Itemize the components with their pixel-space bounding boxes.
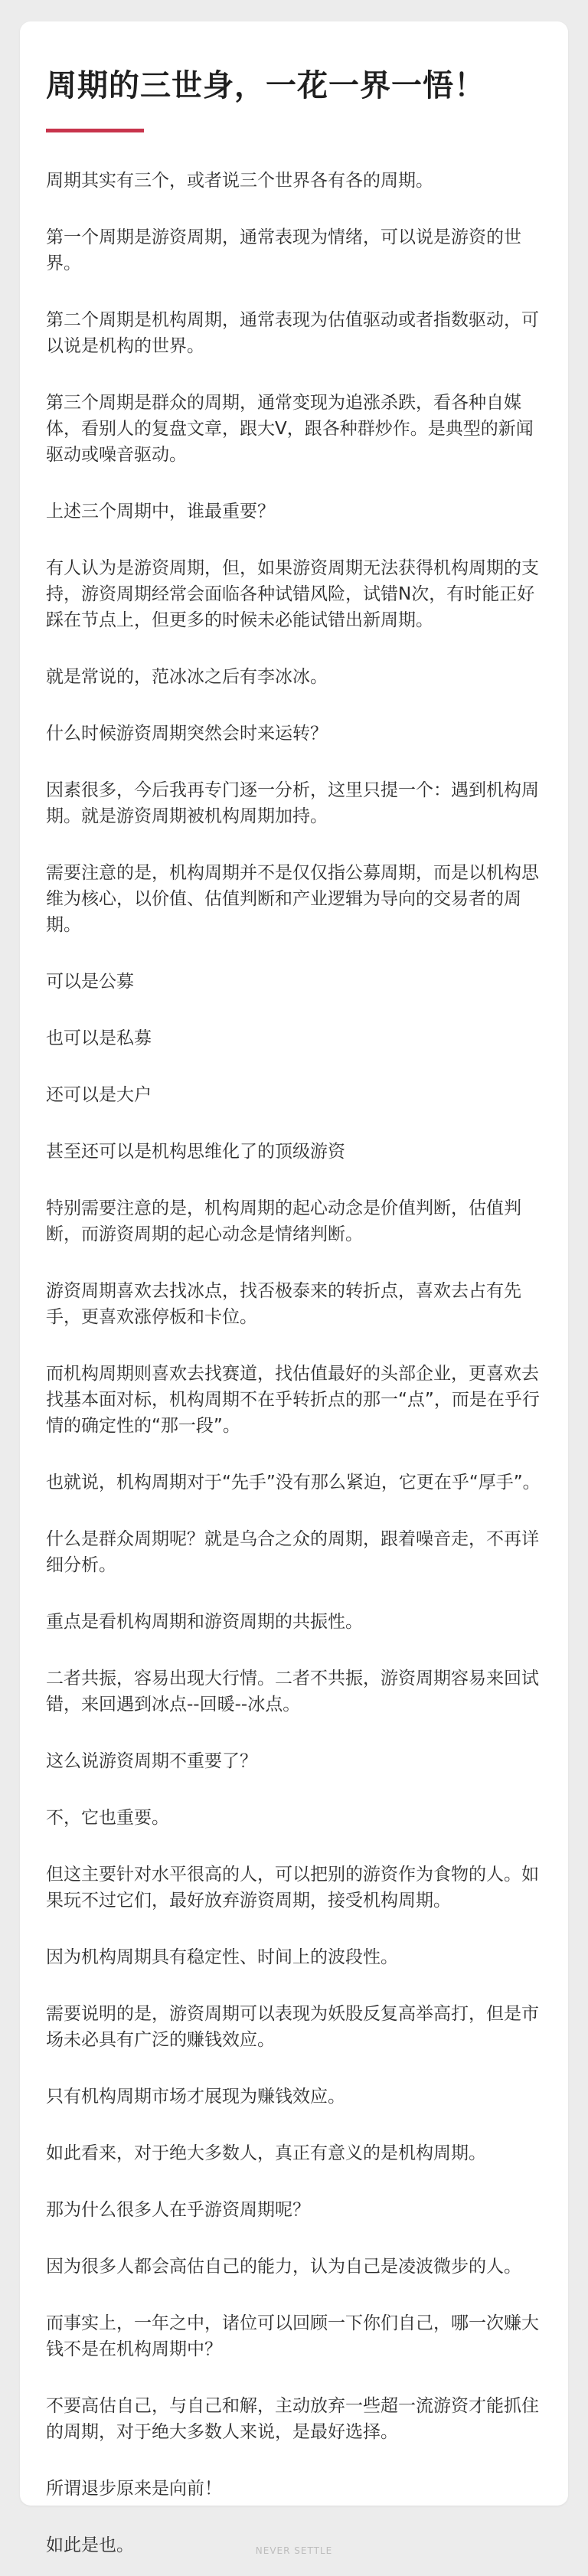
article-paragraph: 需要说明的是，游资周期可以表现为妖股反复高举高打，但是市场未必具有广泛的赚钱效应。 <box>46 2004 539 2050</box>
footer-brand-text: NEVER SETTLE <box>255 2545 333 2556</box>
article-paragraph: 这么说游资周期不重要了？ <box>46 1751 257 1771</box>
article-paragraph: 而事实上，一年之中，诸位可以回顾一下你们自己，哪一次赚大钱不是在机构周期中？ <box>46 2313 539 2359</box>
article-paragraph: 但这主要针对水平很高的人，可以把别的游资作为食物的人。如果玩不过它们，最好放弃游资周期，接受机构周期。 <box>46 1865 539 1911</box>
article-paragraph: 需要注意的是，机构周期并不是仅仅指公募周期，而是以机构思维为核心，以价值、估值判断和产业逻辑为导向的交易者的周期。 <box>46 863 539 935</box>
article-paragraph: 重点是看机构周期和游资周期的共振性。 <box>46 1612 363 1632</box>
article-paragraph: 不，它也重要。 <box>46 1808 169 1828</box>
article-paragraph: 而机构周期则喜欢去找赛道，找估值最好的头部企业，更喜欢去找基本面对标，机构周期不在乎转折点的那一“点”，而是在乎行情的确定性的“那一段”。 <box>46 1364 540 1436</box>
article-paragraph: 游资周期喜欢去找冰点，找否极泰来的转折点，喜欢去占有先手，更喜欢涨停板和卡位。 <box>46 1281 521 1327</box>
article-paragraph: 因为机构周期具有稳定性、时间上的波段性。 <box>46 1947 398 1967</box>
article-paragraph: 那为什么很多人在乎游资周期呢？ <box>46 2200 310 2220</box>
article-paragraph: 有人认为是游资周期，但，如果游资周期无法获得机构周期的支持，游资周期经常会面临各种试错风险，试错N次，有时能正好踩在节点上，但更多的时候未必能试错出新周期。 <box>46 558 539 630</box>
article-paragraph: 不要高估自己，与自己和解，主动放弃一些超一流游资才能抓住的周期，对于绝大多数人来说，是最好选择。 <box>46 2396 539 2442</box>
article-paragraph: 可以是公募 <box>46 972 134 992</box>
title-accent-divider <box>46 129 144 132</box>
article-paragraph: 因为很多人都会高估自己的能力，认为自己是凌波微步的人。 <box>46 2257 521 2277</box>
article-title: 周期的三世身，一花一界一悟！ <box>46 68 485 103</box>
article-paragraph: 也就说，机构周期对于“先手”没有那么紧迫，它更在乎“厚手”。 <box>46 1473 541 1492</box>
article-paragraph: 什么是群众周期呢？就是乌合之众的周期，跟着噪音走，不再详细分析。 <box>46 1529 539 1575</box>
article-paragraph: 还可以是大户 <box>46 1085 152 1105</box>
article-paragraph: 上述三个周期中，谁最重要？ <box>46 502 275 521</box>
article-paragraph: 如此是也。 <box>46 2535 134 2555</box>
article-paragraph: 周期其实有三个，或者说三个世界各有各的周期。 <box>46 171 433 191</box>
article-paragraph: 二者共振，容易出现大行情。二者不共振，游资周期容易来回试错，来回遇到冰点--回暖--冰点。 <box>46 1669 539 1715</box>
article-paragraph: 只有机构周期市场才展现为赚钱效应。 <box>46 2087 345 2107</box>
article-paragraph: 也可以是私募 <box>46 1028 152 1048</box>
article-paragraph: 特别需要注意的是，机构周期的起心动念是价值判断，估值判断，而游资周期的起心动念是情绪判断。 <box>46 1198 521 1244</box>
article-paragraph: 什么时候游资周期突然会时来运转？ <box>46 724 328 744</box>
article-paragraph: 第一个周期是游资周期，通常表现为情绪，可以说是游资的世界。 <box>46 227 521 273</box>
article-paragraph: 第三个周期是群众的周期，通常变现为追涨杀跌，看各种自媒体，看别人的复盘文章，跟大V，跟各种群炒作。是典型的新闻驱动或噪音驱动。 <box>46 393 534 465</box>
article-paragraph: 所谓退步原来是向前！ <box>46 2479 222 2499</box>
article-paragraph: 因素很多，今后我再专门逐一分析，这里只提一个：遇到机构周期。就是游资周期被机构周期加持。 <box>46 780 539 826</box>
article-paragraph: 第二个周期是机构周期，通常表现为估值驱动或者指数驱动，可以说是机构的世界。 <box>46 310 539 356</box>
article-body <box>46 168 542 2558</box>
article-paragraph: 甚至还可以是机构思维化了的顶级游资 <box>46 1142 345 1162</box>
article-paragraph: 就是常说的，范冰冰之后有李冰冰。 <box>46 667 328 687</box>
article-paragraph: 如此看来，对于绝大多数人，真正有意义的是机构周期。 <box>46 2143 486 2163</box>
